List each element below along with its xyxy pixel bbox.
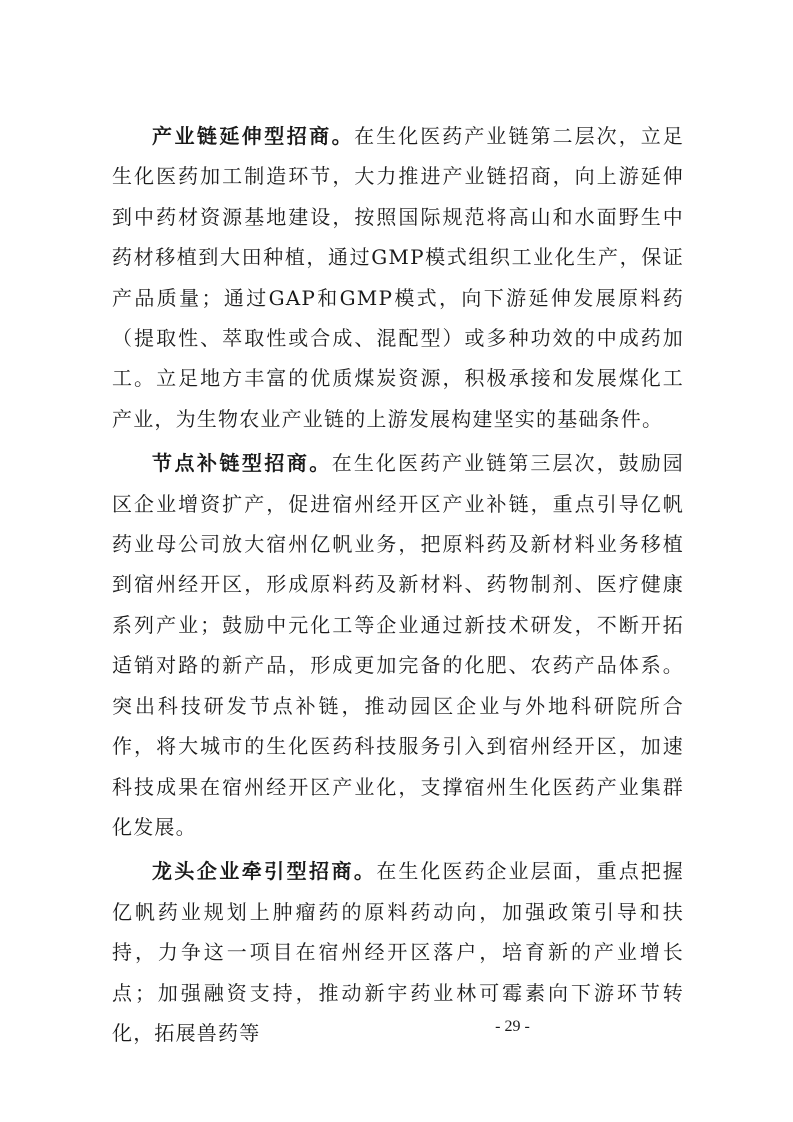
paragraph-body: 在生化医药产业链第二层次，立足生化医药加工制造环节，大力推进产业链招商，向上游延伸到中药材资源基地建设，按照国际规范将高山和水面野生中药材移植到大田种植，通过GMP模式组织工业化生产，保证产品质量；通过GAP和GMP模式，向下游延伸发展原料药（提取性、萃取性或合成、混配型）或多种功效的中成药加工。立足地方丰富的优质煤炭资源，积极承接和发展煤化工产业，为生物农业产业链的上游发展构建坚实的基础条件。	[112, 124, 685, 431]
paragraph-heading: 节点补链型招商。	[152, 451, 332, 476]
paragraph-node-chain-supplement	[112, 443, 684, 847]
paragraph-industry-chain-extension	[112, 116, 684, 439]
paragraph-body: 在生化医药产业链第三层次，鼓励园区企业增资扩产，促进宿州经开区产业补链，重点引导亿帆药业母公司放大宿州亿帆业务，把原料药及新材料业务移植到宿州经开区，形成原料药及新材料、药物制剂、医疗健康系列产业；鼓励中元化工等企业通过新技术研发，不断开拓适销对路的新产品，形成更加完备的化肥、农药产品体系。突出科技研发节点补链，推动园区企业与外地科研院所合作，将大城市的生化医药科技服务引入到宿州经开区，加速科技成果在宿州经开区产业化，支撑宿州生化医药产业集群化发展。	[112, 451, 684, 839]
page-number: - 29 -	[495, 1018, 530, 1035]
paragraph-body: 在生化医药企业层面，重点把握亿帆药业规划上肿瘤药的原料药动向，加强政策引导和扶持，力争这一项目在宿州经开区落户，培育新的产业增长点；加强融资支持，推动新宇药业林可霉素向下游环节转化，拓展兽药等	[112, 859, 684, 1045]
paragraph-heading: 产业链延伸型招商。	[152, 124, 355, 148]
paragraph-heading: 龙头企业牵引型招商。	[152, 859, 377, 884]
body-text	[112, 116, 684, 1053]
